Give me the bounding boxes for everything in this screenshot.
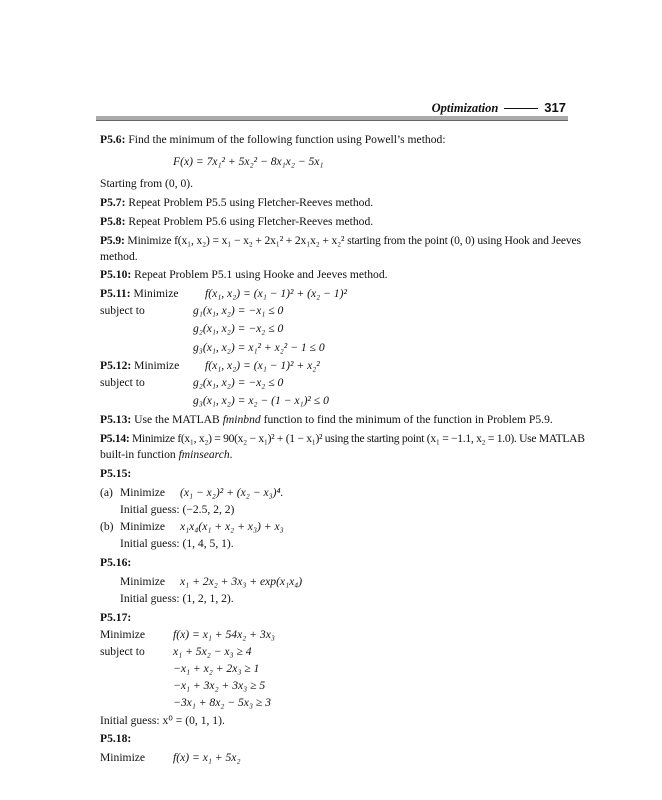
problem-text: Starting from (0, 0). xyxy=(100,177,194,190)
constraint: g₁(x₁, x₂) = −x₁ ≤ 0 xyxy=(193,304,284,317)
formula: f(x) = x₁ + 5x₂ xyxy=(173,751,241,764)
constraint: x₁ + 5x₂ − x₃ ≥ 4 xyxy=(173,645,252,658)
problem-text: method. xyxy=(100,250,138,263)
problem-p5-14 xyxy=(100,432,585,445)
problem-label: P5.16: xyxy=(100,556,132,569)
problem-text: function to find the minimum of the function in Problem P5.9. xyxy=(260,413,553,426)
problem-label: P5.10: xyxy=(100,268,132,281)
problem-text: built-in function xyxy=(100,448,179,461)
formula: F(x) = 7x₁² + 5x₂² − 8x₁x₂ − 5x₁ xyxy=(173,155,324,168)
constraint: g₃(x₁, x₂) = x₁² + x₂² − 1 ≤ 0 xyxy=(193,341,325,354)
subject-to: subject to xyxy=(100,376,145,389)
problem-label: P5.11: xyxy=(100,287,131,300)
problem-label: P5.9: xyxy=(100,234,125,247)
problem-label: P5.17: xyxy=(100,611,132,624)
problem-p5-6 xyxy=(100,133,446,146)
constraint: g₃(x₁, x₂) = x₂ − (1 − x₁)² ≤ 0 xyxy=(193,394,329,407)
problem-label: P5.15: xyxy=(100,467,132,480)
problem-p5-9 xyxy=(100,234,581,247)
subject-to: subject to xyxy=(100,304,145,317)
problem-label: P5.13: xyxy=(100,413,132,426)
formula: f(x) = x₁ + 54x₂ + 3x₃ xyxy=(173,628,275,641)
problem-text: Repeat Problem P5.5 using Fletcher-Reeves method. xyxy=(125,196,374,209)
constraint: g₂(x₁, x₂) = −x₂ ≤ 0 xyxy=(193,322,284,335)
header-dash xyxy=(504,108,538,109)
problem-text: Minimize xyxy=(120,486,166,499)
constraint: −3x₁ + 8x₂ − 5x₃ ≥ 3 xyxy=(173,696,271,709)
header-rule xyxy=(96,116,568,121)
page-number: 317 xyxy=(544,100,566,115)
problem-text: Minimize f(x₁, x₂) = x₁ − x₂ + 2x₁² + 2x₁x₂ + x₂² starting from the point (0, 0) using Hook and Jeeves xyxy=(124,234,581,247)
problem-text: Minimize xyxy=(120,520,166,533)
problem-label: P5.12: xyxy=(100,359,132,372)
problem-p5-11 xyxy=(100,287,179,300)
running-header xyxy=(432,100,566,116)
formula: x₁ + 2x₂ + 3x₃ + exp(x₁x₄) xyxy=(180,575,303,588)
formula: f(x₁, x₂) = (x₁ − 1)² + x₂² xyxy=(205,359,320,372)
constraint: −x₁ + 3x₂ + 3x₃ ≥ 5 xyxy=(173,679,266,692)
problem-label: P5.14: xyxy=(100,432,130,445)
problem-p5-13 xyxy=(100,413,553,426)
problem-text: Use the MATLAB xyxy=(131,413,223,426)
initial-guess: Initial guess: (−2.5, 2, 2) xyxy=(120,503,235,516)
problem-text: Minimize xyxy=(100,751,146,764)
problem-label: P5.6: xyxy=(100,133,126,146)
initial-guess: Initial guess: (1, 4, 5, 1). xyxy=(120,537,234,550)
constraint: g₂(x₁, x₂) = −x₂ ≤ 0 xyxy=(193,376,284,389)
problem-text: Minimize f(x₁, x₂) = 90(x₂ − x₁)² + (1 − x₁)² using the starting point (x₁ = −1.1, x₂ = 1.0). Use MATLAB xyxy=(129,432,585,445)
problem-text: Minimize xyxy=(130,287,179,300)
problem-p5-8 xyxy=(100,215,373,228)
problem-p5-10 xyxy=(100,268,388,281)
problem-text: Find the minimum of the following function using Powell’s method: xyxy=(125,133,446,146)
function-name: fminbnd xyxy=(222,413,261,426)
formula: (x₁ − x₂)² + (x₂ − x₃)⁴. xyxy=(180,486,284,499)
problem-text: Minimize xyxy=(120,575,166,588)
problem-label: P5.7: xyxy=(100,196,126,209)
problem-text: . xyxy=(229,448,233,461)
problem-text: Repeat Problem P5.6 using Fletcher-Reeves method. xyxy=(125,215,374,228)
initial-guess: Initial guess: x⁰ = (0, 1, 1). xyxy=(100,714,225,727)
function-name: fminsearch xyxy=(178,448,230,461)
constraint: −x₁ + x₂ + 2x₃ ≥ 1 xyxy=(173,662,260,675)
problem-p5-7 xyxy=(100,196,373,209)
problem-text: Repeat Problem P5.1 using Hooke and Jeeves method. xyxy=(131,268,388,281)
problem-label: P5.18: xyxy=(100,732,132,745)
problem-text: Minimize xyxy=(131,359,180,372)
formula: f(x₁, x₂) = (x₁ − 1)² + (x₂ − 1)² xyxy=(205,287,347,300)
problem-text xyxy=(100,448,233,461)
formula: x₁x₄(x₁ + x₂ + x₃) + x₃ xyxy=(180,520,284,533)
problem-p5-12 xyxy=(100,359,179,372)
subject-to: subject to xyxy=(100,645,145,658)
initial-guess: Initial guess: (1, 2, 1, 2). xyxy=(120,592,234,605)
problem-text: Minimize xyxy=(100,628,146,641)
problem-label: P5.8: xyxy=(100,215,126,228)
part-tag: (b) xyxy=(100,520,114,533)
section-title: Optimization xyxy=(431,101,499,115)
part-tag: (a) xyxy=(100,486,113,499)
